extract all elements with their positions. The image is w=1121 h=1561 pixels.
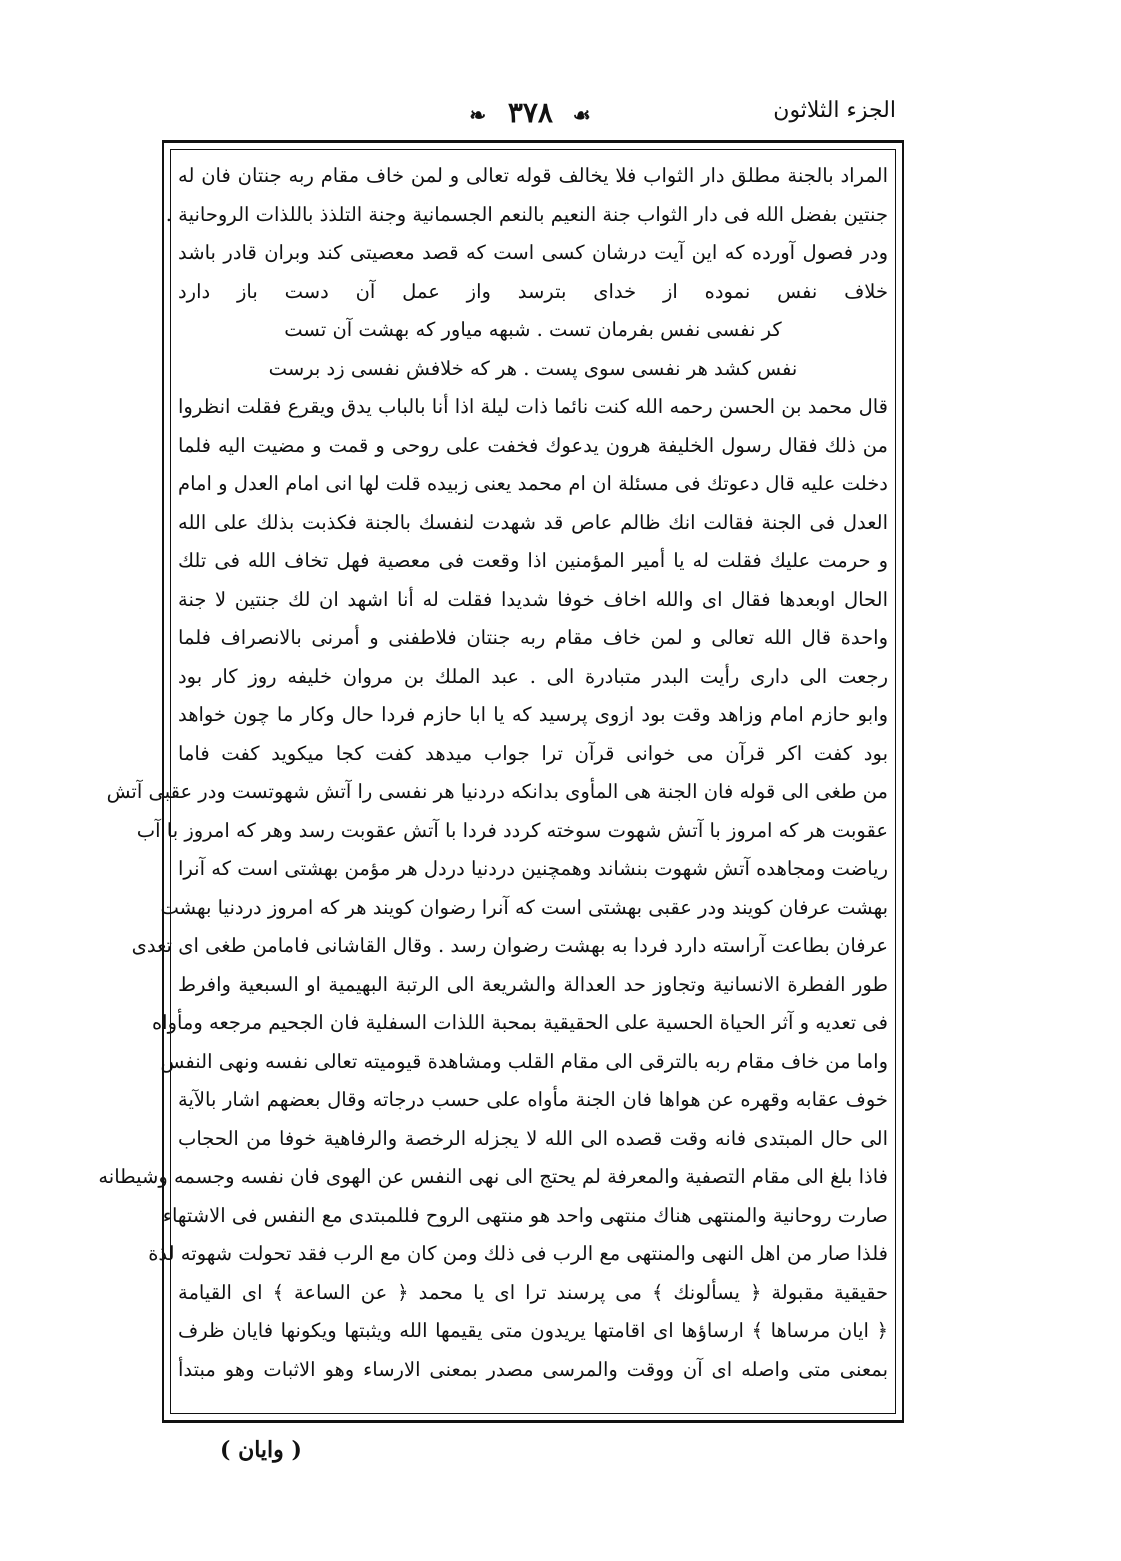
body-line: رجعت الى دارى رأيت البدر متبادرة الى . عبد الملك بن مروان خليفه روز كار بود [178,664,888,688]
body-line: وابو حازم امام وزاهد وقت بود ازوى پرسيد كه يا ابا حازم فردا حال وكار ما چون خواهد [178,703,888,726]
body-line: واما من خاف مقام ربه بالترقى الى مقام القلب ومشاهدة قيوميته تعالى نفسه ونهى النفس [160,1049,888,1073]
ornament-left-icon: ❧ [469,102,489,127]
body-line: خوف عقابه وقهره عن هواها فان الجنة مأواه على حسب درجاته وقال بعضهم اشار بالآية [178,1088,888,1111]
body-line: المراد بالجنة مطلق دار الثواب فلا يخالف قوله تعالى و لمن خاف مقام ربه جنتان فان له [178,164,888,187]
page-number: ٣٧٨ [507,96,553,129]
body-line: قال محمد بن الحسن رحمه الله كنت نائما ذات ليلة اذا أنا بالباب يدق ويقرع فقلت انظروا [178,395,888,418]
verse-line: نفس كشد هر نفسى سوى پست . هر كه خلافش نفسى زد برست [268,356,798,380]
page-number-group [160,96,902,129]
body-line: جنتين بفضل الله فى دار الثواب جنة النعيم بالنعم الجسمانية وجنة التلذذ باللذات الروحانية . [165,202,888,226]
body-line: عرفان بطاعت آراسته دارد فردا به بهشت رضوان رسد . وقال القاشانى فامامن طغى اى تعدى [131,934,888,957]
verse-line: كر نفسى نفس بفرمان تست . شبهه مياور كه بهشت آن تست [284,318,782,341]
body-line: دخلت عليه قال دعوتك فى مسئلة ان ام محمد يعنى زبيده قلت لها انى امام العدل و امام [178,472,888,495]
body-line: واحدة قال الله تعالى و لمن خاف مقام ربه جنتان فلاطفنى و أمرنى بالانصراف فلما [178,626,888,649]
body-line: العدل فى الجنة فقالت انك ظالم عاص قد شهدت لنفسك بالجنة فكذبت بذلك على الله [178,510,888,534]
body-line: من طغى الى قوله فان الجنة هى المأوى بدانكه دردنيا هر نفسى را آتش شهوتست ودر عقبى آتش [106,780,888,803]
body-line: ﴿ ايان مرساها ﴾ ارساؤها اى اقامتها يريدون متى يقيمها الله ويثبتها ويكونها فايان ظرف [178,1319,888,1342]
catchword: ( وايان ) [220,1437,302,1463]
body-line: الحال اوبعدها فقال اى والله اخاف خوفا شديدا فقلت له أنا اشهد ان لك جنتين لا جنة [178,587,888,611]
text-frame [98,140,904,1423]
body-line: رياضت ومجاهده آتش شهوت بنشاند وهمچنين دردنيا دردل هر مؤمن بهشتى است كه آنرا [178,857,888,880]
body-line: بود كفت اكر قرآن مى خوانى قرآن ترا جواب ميدهد كفت كجا ميكويد كفت فاما [178,741,888,765]
body-line: من ذلك فقال رسول الخليفة هرون يدعوك فخفت على روحى و قمت و مضيت اليه فلما [178,433,888,457]
body-line: و حرمت عليك فقلت له يا أمير المؤمنين اذا وقعت فى معصية فهل تخاف الله فى تلك [178,549,888,572]
body-line: طور الفطرة الانسانية وتجاوز حد العدالة والشريعة الى الرتبة البهيمية او السبعية وافرط [178,972,888,996]
body-line: فاذا بلغ الى مقام التصفية والمعرفة لم يحتج الى نهى النفس عن الهوى فان نفسه وجسمه وشيطانه [98,1165,888,1188]
body-line: الى حال المبتدى فانه وقت قصده الى الله لا يجزله الرخصة والرفاهية خوفا من الحجاب [178,1126,888,1150]
body-line: حقيقية مقبولة ﴿ يسألونك ﴾ مى پرسند ترا اى يا محمد ﴿ عن الساعة ﴾ اى القيامة [178,1280,888,1304]
body-text [98,157,888,1406]
ornament-right-icon: ☙ [572,102,593,127]
page-header [160,96,902,142]
running-title: الجزء الثلاثون [773,98,896,123]
body-line: عقوبت هر كه امروز با آتش شهوت سوخته كردد فردا با آتش عقوبت رسد وهر كه امروز با آب [136,818,888,842]
body-line: خلاف نفس نموده از خداى بترسد واز عمل آن دست باز دارد [178,279,888,303]
body-line: بهشت عرفان كويند ودر عقبى بهشتى است كه آنرا رضوان كويند هر كه امروز دردنيا بهشت [160,895,888,919]
body-line: فى تعديه و آثر الحياة الحسية على الحقيقية بمحبة اللذات السفلية فان الجحيم مرجعه ومأواه [151,1011,888,1034]
body-line: ودر فصول آورده كه اين آيت درشان كسى است كه قصد معصيتى كند وبران قادر باشد [178,241,888,264]
body-line: صارت روحانية والمنتهى هناك منتهى واحد هو منتهى الروح فللمبتدى مع النفس فى الاشتهاء [162,1203,888,1227]
body-line: فلذا صار من اهل النهى والمنتهى مع الرب فى ذلك ومن كان مع الرب فقد تحولت شهوته لذة [148,1242,888,1265]
body-line: بمعنى متى واصله اى آن ووقت والمرسى مصدر بمعنى الارساء وهو الاثبات وهو مبتدأ [178,1357,888,1381]
